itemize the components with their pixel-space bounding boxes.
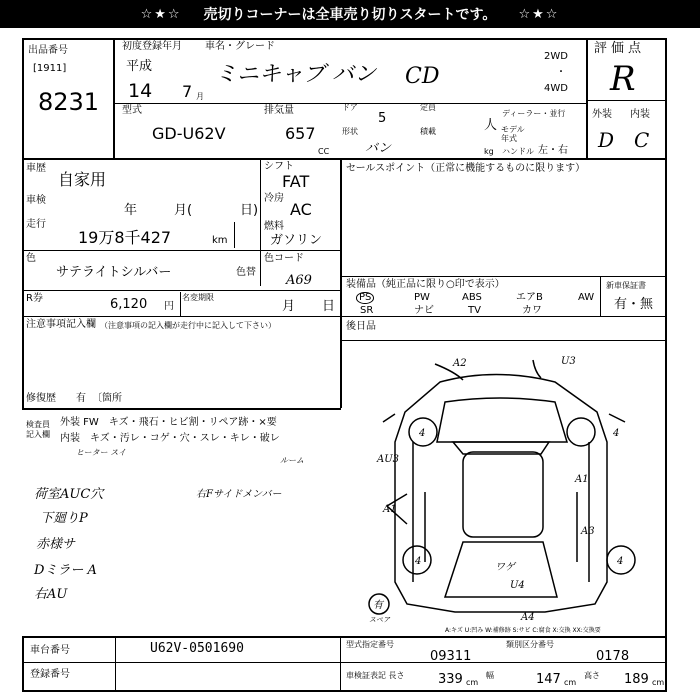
inspector-interior: 内装 キズ・汚レ・コゲ・穴・スレ・キレ・破レ: [60, 433, 280, 444]
handwritten-right-note: 右Fサイドメンバー: [196, 489, 282, 500]
handwritten-line: 赤様サ: [36, 537, 76, 552]
inspection-label: 車検: [26, 195, 46, 206]
equipment-label: 装備品（純正品に限り○印で表示）: [346, 279, 505, 290]
usage-label: 車歴: [26, 163, 46, 174]
width-label: 幅: [486, 671, 494, 680]
color-value: サテライトシルバー: [56, 265, 172, 280]
capacity-unit: 人: [484, 118, 498, 133]
drive-4wd: 4WD: [544, 83, 568, 94]
height-value: 189: [624, 672, 649, 687]
width-value: 147: [536, 672, 561, 687]
color-label: 色: [26, 253, 36, 264]
interior-value: C: [634, 128, 650, 152]
top-banner: [0, 0, 700, 28]
inspector-sub1: ヒーター スイ: [76, 448, 127, 457]
name-change-day: 日: [322, 299, 336, 314]
doors-label: ドア: [342, 103, 358, 112]
equip-aw: AW: [578, 292, 595, 303]
model-designation-value: 09311: [430, 649, 472, 664]
ac-label: 冷房: [264, 193, 284, 204]
diagram-mark: 4: [415, 556, 422, 567]
lot-label: 出品番号: [28, 45, 68, 56]
repair-bracket: 〔箇所: [92, 393, 122, 404]
equip-leather: カワ: [522, 305, 542, 316]
car-name-value: ミニキャブ バン: [215, 62, 376, 87]
drive-dot: ・: [556, 67, 566, 78]
mileage-value: 19万8千427: [78, 228, 172, 247]
sales-point-label: セールスポイント（正常に機能するものに限ります）: [346, 163, 586, 174]
diagram-mark: 4: [617, 556, 624, 567]
diagram-mark: A2: [453, 358, 467, 369]
diagram-mark: U3: [561, 356, 576, 367]
diagram-mark: A1: [575, 474, 589, 485]
equip-abs: ABS: [462, 292, 482, 303]
doors-value: 5: [378, 111, 387, 126]
car-grade: CD: [405, 64, 440, 89]
inspection-month: 月(: [174, 203, 193, 218]
banner-stars-right: ☆★☆: [518, 6, 560, 22]
after-items-label: 後日品: [346, 321, 376, 332]
diagram-mark: スペア: [369, 616, 390, 624]
warranty-value: 有・無: [614, 297, 654, 312]
fuel-value: ガソリン: [270, 233, 323, 248]
diagram-mark: A1: [383, 504, 397, 515]
repair-value: 有: [76, 393, 86, 404]
first-reg-month: 7: [182, 82, 193, 101]
interior-label: 内装: [630, 109, 650, 120]
inspector-label: 検査員 記入欄: [26, 420, 50, 440]
height-unit: cm: [652, 678, 665, 687]
handwritten-line: 下廻りP: [40, 511, 88, 526]
lot-sub: [1911]: [33, 63, 67, 74]
recycle-label: R券: [26, 293, 43, 304]
usage-value: 自家用: [58, 170, 107, 189]
dims-label: 車検証表記 長さ: [346, 671, 405, 680]
handwritten-line: 右AU: [34, 587, 68, 602]
color-code-label: 色コード: [264, 253, 304, 264]
diagram-mark: 4: [419, 428, 426, 439]
width-unit: cm: [564, 678, 577, 687]
equip-navi: ナビ: [414, 305, 434, 316]
banner-stars-left: ☆★☆: [140, 6, 182, 22]
recycle-value: 6,120: [110, 297, 148, 312]
shift-value: FAT: [282, 172, 310, 191]
displacement-value: 657: [285, 124, 316, 143]
equip-ps: PS: [356, 292, 374, 304]
inspection-day: 日): [240, 203, 259, 218]
name-change-month: 月: [282, 299, 296, 314]
chassis-value: U62V-0501690: [150, 641, 244, 656]
diagram-mark: A4: [521, 612, 535, 623]
diagram-mark: AU3: [377, 454, 400, 465]
grade-score: R: [610, 59, 636, 99]
chassis-label: 車台番号: [30, 645, 70, 656]
handwritten-line: 荷室AUC穴: [34, 487, 104, 502]
first-reg-label: 初度登録年月: [122, 41, 182, 52]
dealer-label: ディーラー・並行: [502, 109, 566, 118]
diagram-legend: A:キズ U:凹み W:補修跡 S:サビ C:腐食 X:交換 XX:交換要: [445, 627, 601, 634]
shape-value: バン: [365, 141, 392, 156]
car-name-label: 車名・グレード: [205, 41, 275, 52]
inspector-exterior: 外装 FW キズ・飛石・ヒビ割・リペア跡・×要: [60, 417, 277, 428]
notes-sub: （注意事項の記入欄が走行中に記入して下さい）: [100, 321, 276, 330]
color-code-value: A69: [286, 273, 312, 288]
exterior-value: D: [598, 128, 615, 152]
handwritten-line: Dミラー A: [34, 563, 97, 578]
shift-label: シフト: [264, 161, 294, 172]
banner-text: 売切りコーナーは全車売り切りスタートです。: [203, 7, 497, 23]
handle-value: 左・右: [538, 145, 568, 156]
equip-airbag: エアB: [516, 292, 543, 303]
diagram-mark: U4: [510, 580, 525, 591]
inspection-year: 年: [124, 203, 138, 218]
kg-label: kg: [484, 147, 494, 156]
displacement-label: 排気量: [264, 105, 294, 116]
category-label: 類別区分番号: [506, 640, 554, 649]
inspector-sub2: ルーム: [280, 456, 304, 465]
name-change-label: 名変期限: [182, 293, 214, 302]
registration-label: 登録番号: [30, 669, 70, 680]
model-designation-label: 型式指定番号: [346, 640, 394, 649]
warranty-label: 新車保証書: [606, 281, 646, 290]
displacement-unit: CC: [318, 147, 330, 156]
length-value: 339: [438, 672, 463, 687]
drive-2wd: 2WD: [544, 51, 568, 62]
first-reg-year: 14: [128, 80, 153, 102]
diagram-mark: A3: [581, 526, 595, 537]
diagram-mark: 有: [373, 600, 383, 611]
recycle-unit: 円: [164, 301, 174, 312]
category-value: 0178: [596, 649, 630, 664]
diagram-mark: 4: [613, 428, 620, 439]
first-reg-month-unit: 月: [196, 92, 204, 101]
equip-sr: SR: [360, 305, 374, 316]
repair-label: 修復歴: [26, 393, 56, 404]
equip-tv: TV: [468, 305, 481, 316]
mileage-unit: km: [212, 235, 228, 246]
first-reg-era: 平成: [126, 59, 153, 74]
handle-label: ハンドル: [502, 147, 534, 156]
diagram-mark: ワゲ: [495, 562, 515, 573]
length-unit: cm: [466, 678, 479, 687]
model-label: 型式: [122, 105, 142, 116]
model-year-label: モデル 年式: [501, 125, 525, 143]
notes-label: 注意事項記入欄: [26, 319, 96, 330]
shape-label: 形状: [342, 127, 358, 136]
grade-label: 評価点: [594, 41, 646, 56]
exterior-label: 外装: [592, 109, 612, 120]
lot-number: 8231: [38, 88, 100, 116]
equip-pw: PW: [414, 292, 430, 303]
model-value: GD-U62V: [152, 124, 226, 143]
fuel-label: 燃料: [264, 221, 284, 232]
load-label: 積載: [420, 127, 436, 136]
ac-value: AC: [290, 200, 312, 219]
color-change-label: 色替: [236, 267, 256, 278]
car-damage-diagram: [345, 342, 663, 634]
capacity-label: 定員: [420, 103, 436, 112]
height-label: 高さ: [584, 671, 600, 680]
mileage-label: 走行: [26, 219, 46, 230]
